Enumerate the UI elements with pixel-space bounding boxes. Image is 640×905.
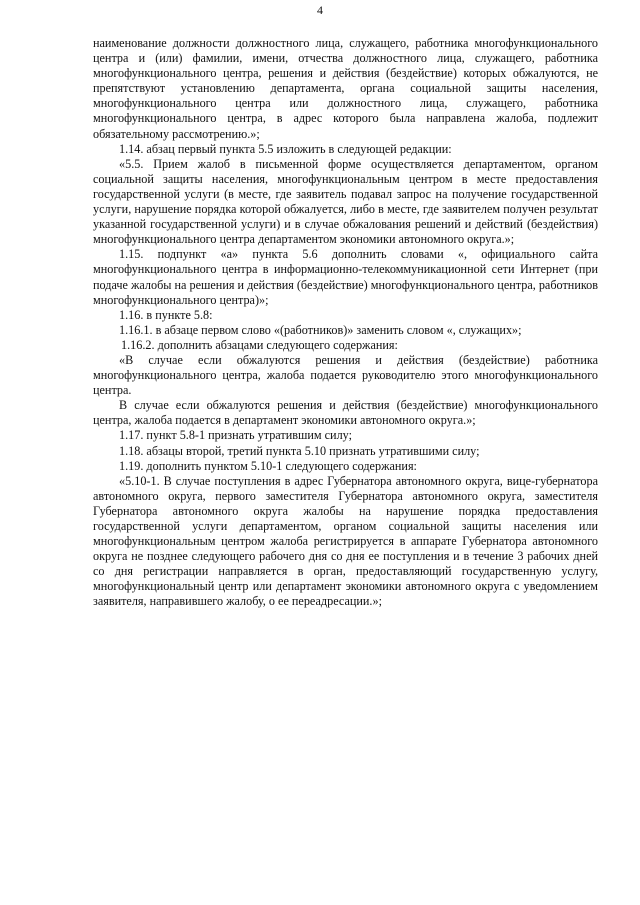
paragraph: В случае если обжалуются решения и действия (бездействие) многофункционального центра, жалоба подается в департамент экономики автономного округа.»; (93, 398, 598, 428)
page-number: 4 (317, 3, 323, 17)
paragraph: 1.16.2. дополнить абзацами следующего содержания: (121, 337, 398, 352)
paragraph: 1.16. в пункте 5.8: (119, 307, 213, 322)
document-body (93, 36, 598, 610)
paragraph: 1.17. пункт 5.8-1 признать утратившим силу; (119, 428, 352, 443)
paragraph: 1.14. абзац первый пункта 5.5 изложить в следующей редакции: (119, 141, 452, 156)
paragraph: наименование должности должностного лица, служащего, работника многофункционального центра и (или) фамилии, имени, отчества должностного лица, служащего, работника многофункционального центра, решения и действия (бездействие) которых обжалуются, не препятствуют установлению департамента, органа социальной защиты населения, многофункционального центра или должностного лица, служащего, работника многофункционального центра, в адрес которого была направлена жалоба, подлежит обязательному рассмотрению.»; (93, 36, 598, 141)
paragraph: 1.19. дополнить пунктом 5.10-1 следующего содержания: (119, 458, 417, 473)
paragraph: «5.10-1. В случае поступления в адрес Губернатора автономного округа, вице-губернатора автономного округа, первого заместителя Губернатора автономного округа, заместителя Губернатора автономного округа жалобы на нарушение порядка предоставления государственной услуги департаментом, органом социальной защиты населения или многофункциональным центром жалоба регистрируется в аппарате Губернатора автономного округа не позднее следующего рабочего дня со дня ее поступления и в течение 3 рабочих дней со дня регистрации направляется в орган, предоставляющий государственную услугу, многофункциональный центр или департамент экономики автономного округа с уведомлением заявителя, направившего жалобу, о ее переадресации.»; (93, 473, 598, 609)
paragraph: 1.16.1. в абзаце первом слово «(работников)» заменить словом «, служащих»; (119, 322, 522, 337)
paragraph: 1.18. абзацы второй, третий пункта 5.10 признать утратившими силу; (119, 443, 480, 458)
paragraph: «5.5. Прием жалоб в письменной форме осуществляется департаментом, органом социальной защиты населения, многофункциональным центром в месте предоставления государственной услуги (в месте, где заявитель подавал запрос на получение государственной услуги, нарушение порядка которой обжалуется, либо в месте, где заявителем получен результат указанной государственной услуги) и в случае обжалования решений и действий (бездействия) многофункционального центра департаментом экономики автономного округа.»; (93, 156, 598, 247)
paragraph: 1.15. подпункт «а» пункта 5.6 дополнить словами «, официального сайта многофункционального центра в информационно-телекоммуникационной сети Интернет (при подаче жалобы на решения и действия (бездействие) многофункционального центра, работников многофункционального центра)»; (93, 247, 598, 307)
paragraph: «В случае если обжалуются решения и действия (бездействие) работника многофункционального центра, жалоба подается руководителю этого многофункционального центра. (93, 352, 598, 398)
